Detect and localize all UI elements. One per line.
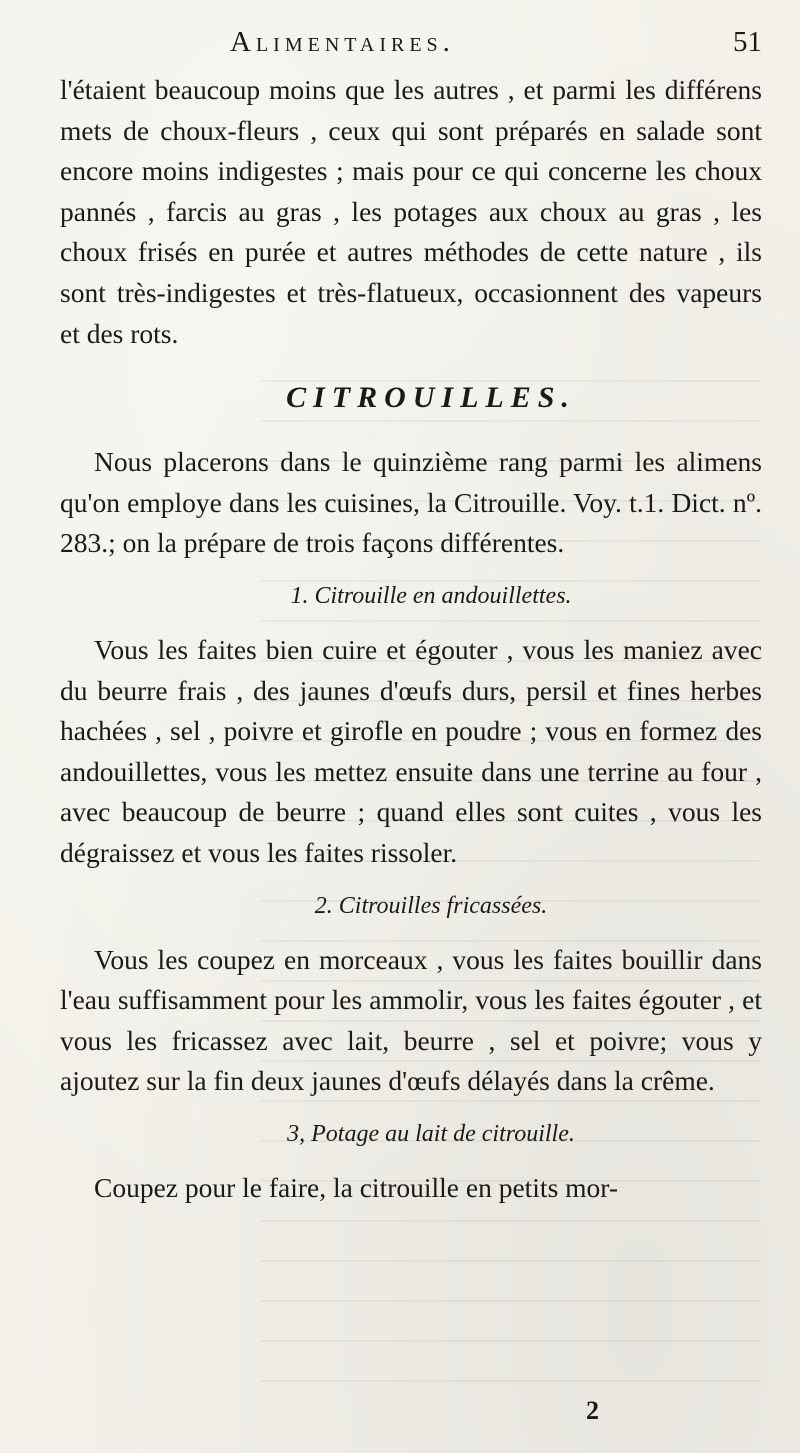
- running-head: Alimentaires.: [230, 26, 455, 58]
- subheading-potage: 3, Potage au lait de citrouille.: [287, 1120, 575, 1147]
- andouillettes-paragraph: Vous les faites bien cuire et égouter , vous les maniez avec du beurre frais , des jaunes d'œufs durs, persil et fines herbes hachées , sel , poivre et girofle en poudre ; vous en formez des andouillettes, vous les mettez ensuite dans une terrine au four , avec beaucoup de beurre ; quand elles sont cuites , vous les dégraissez et vous les faites rissoler.: [60, 633, 762, 868]
- subheading-fricassees: 2. Citrouilles fricassées.: [314, 892, 548, 919]
- potage-paragraph: Coupez pour le faire, la citrouille en petits mor-: [94, 1171, 619, 1203]
- signature-mark: 2: [586, 1396, 599, 1425]
- intro-paragraph: Nous placerons dans le quinzième rang parmi les alimens qu'on employe dans les cuisines, la Citrouille. Voy. t.1. Dict. nº. 283.; on la prépare de trois façons différentes.: [60, 446, 762, 559]
- subheading-andouillettes: 1. Citrouille en andouillettes.: [290, 582, 572, 609]
- section-title: CITROUILLES.: [286, 381, 576, 415]
- page-number: 51: [733, 26, 762, 58]
- fricassees-paragraph: Vous les coupez en morceaux , vous les faites bouillir dans l'eau suffisamment pour les ammolir, vous les faites égouter , et vous les fricassez avec lait, beurre , sel et poivre; vous y ajoutez sur la fin deux jaunes d'œufs délayés dans la crême.: [60, 943, 762, 1097]
- continuation-paragraph: l'étaient beaucoup moins que les autres , et parmi les différens mets de choux-fleurs , ceux qui sont préparés en salade sont encore moins indigestes ; mais pour ce qui concerne les choux pannés , farcis au gras , les potages aux choux au gras , les choux frisés en purée et autres méthodes de cette nature , ils sont très-indigestes et très-flatueux, occasionnent des vapeurs et des rots.: [60, 74, 762, 349]
- body-text: [60, 70, 762, 1208]
- page-header: [60, 26, 762, 62]
